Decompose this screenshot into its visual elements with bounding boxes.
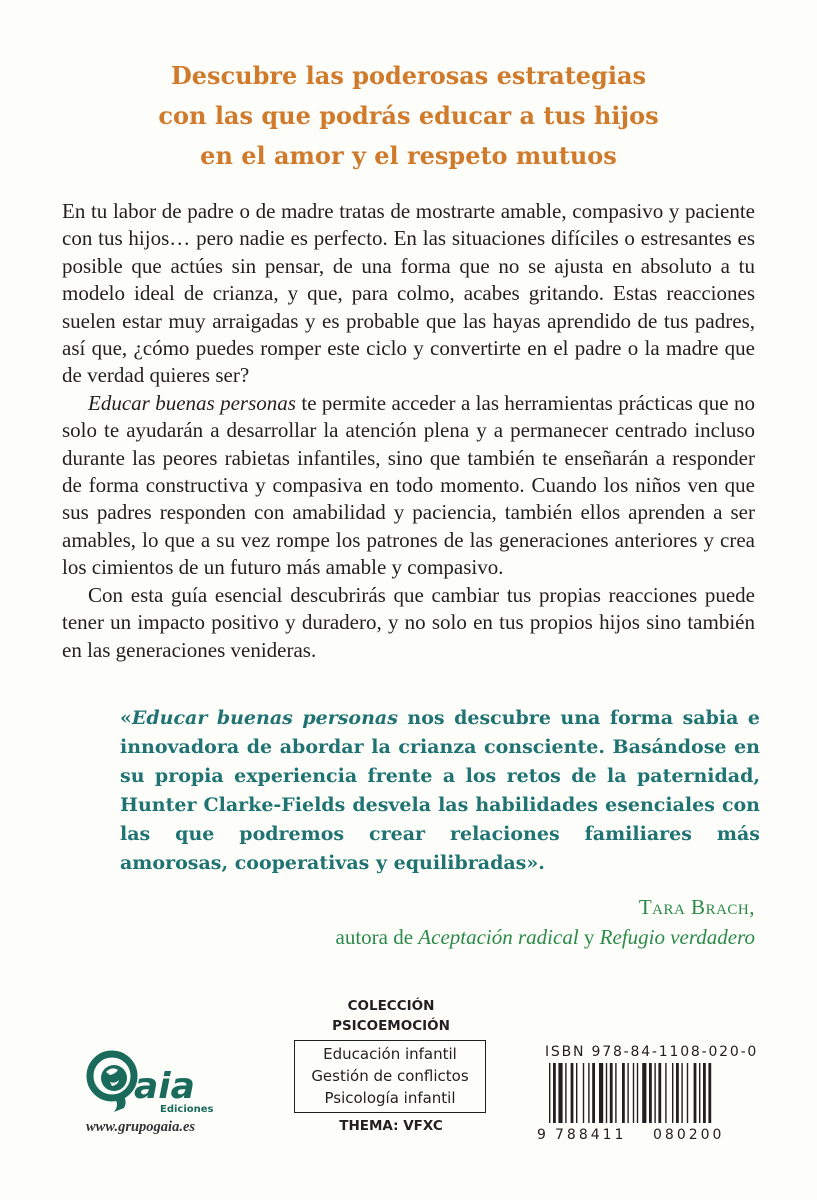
blurb-quote (120, 704, 760, 878)
credit-book-1: Aceptación radical (418, 925, 579, 949)
description (62, 198, 755, 664)
paragraph-3: Con esta guía esencial descubrirás que cambiar tus propias reacciones puede tener un impacto positivo y duradero, y no solo en tus propios hijos sino también en las generaciones venideras. (62, 582, 755, 662)
headline (60, 56, 757, 176)
thema-code: THEMA: VFXC (339, 1118, 443, 1134)
topic-item: Educación infantil (323, 1045, 457, 1063)
collection-label-1: COLECCIÓN (347, 998, 435, 1014)
quote-book-title: Educar buenas personas (131, 707, 398, 729)
publisher-website: www.grupogaia.es (86, 1119, 196, 1135)
topic-item: Psicología infantil (324, 1089, 456, 1107)
credit-book-2: Refugio verdadero (599, 925, 755, 949)
paragraph-1: En tu labor de padre o de madre tratas de mostrarte amable, compasivo y paciente con tus hijos… pero nadie es perfecto. En las situaciones difíciles o estresantes es posible que actúes sin pensar, de una forma que no se ajusta en absoluto a tu modelo ideal de crianza, y que, para colmo, acabes gritando. Estas reacciones suelen estar muy arraigadas y es probable que las hayas aprendido de tus padres, así que, ¿cómo puedes romper este ciclo y convertirte en el padre o la madre que de verdad quieres ser? (62, 199, 755, 388)
credit-mid: y (578, 925, 600, 949)
author-credit (336, 922, 756, 952)
collection-label (294, 996, 488, 1036)
credit-prefix: autora de (335, 925, 419, 949)
barcode-digit-lead: 9 (537, 1127, 546, 1141)
headline-line-1: Descubre las poderosas estrategias (170, 61, 647, 90)
book-title: Educar buenas personas (88, 390, 296, 415)
topics-box (294, 1040, 486, 1113)
quote-author: Tara Brach, (638, 895, 755, 919)
barcode-digits-right: 080200 (653, 1127, 725, 1141)
svg-text:aia: aia (134, 1066, 195, 1107)
barcode-digits-left: 788411 (555, 1127, 627, 1141)
collection-label-2: PSICOEMOCIÓN (332, 1018, 450, 1034)
paragraph-2-text: te permite acceder a las herramientas prácticas que no solo te ayudarán a desarrollar la atención plena y a permanecer centrado incluso durante las peores rabietas infantiles, sino que también te enseñarán a responder de forma constructiva y compasiva en todo momento. Cuando los niños ven que sus padres responden con amabilidad y paciencia, también ellos aprenden a ser amables, lo que a su vez rompe los patrones de las generaciones anteriores y crea los cimientos de un futuro más amable y compasivo. (62, 390, 755, 580)
paragraph-2 (62, 390, 755, 582)
barcode-icon (537, 1063, 759, 1141)
headline-line-2: con las que podrás educar a tus hijos (158, 101, 659, 130)
quote-text: nos descubre una forma sabia e innovadora de abordar la crianza consciente. Basándose en su propia experiencia frente a los retos de la paternidad, Hunter Clarke-Fields desvela las habilidades esenciales con las que podremos crear relaciones familiares más amorosas, cooperativas y equilibradas». (120, 707, 760, 874)
isbn-label: ISBN 978-84-1108-020-0 (545, 1044, 759, 1060)
quote-open-mark: « (120, 707, 132, 729)
svg-text:Ediciones: Ediciones (160, 1104, 214, 1115)
headline-line-3: en el amor y el respeto mutuos (200, 141, 617, 170)
topic-item: Gestión de conflictos (311, 1067, 469, 1085)
gaia-logo-icon (82, 1048, 242, 1118)
quote-attribution (336, 892, 756, 952)
